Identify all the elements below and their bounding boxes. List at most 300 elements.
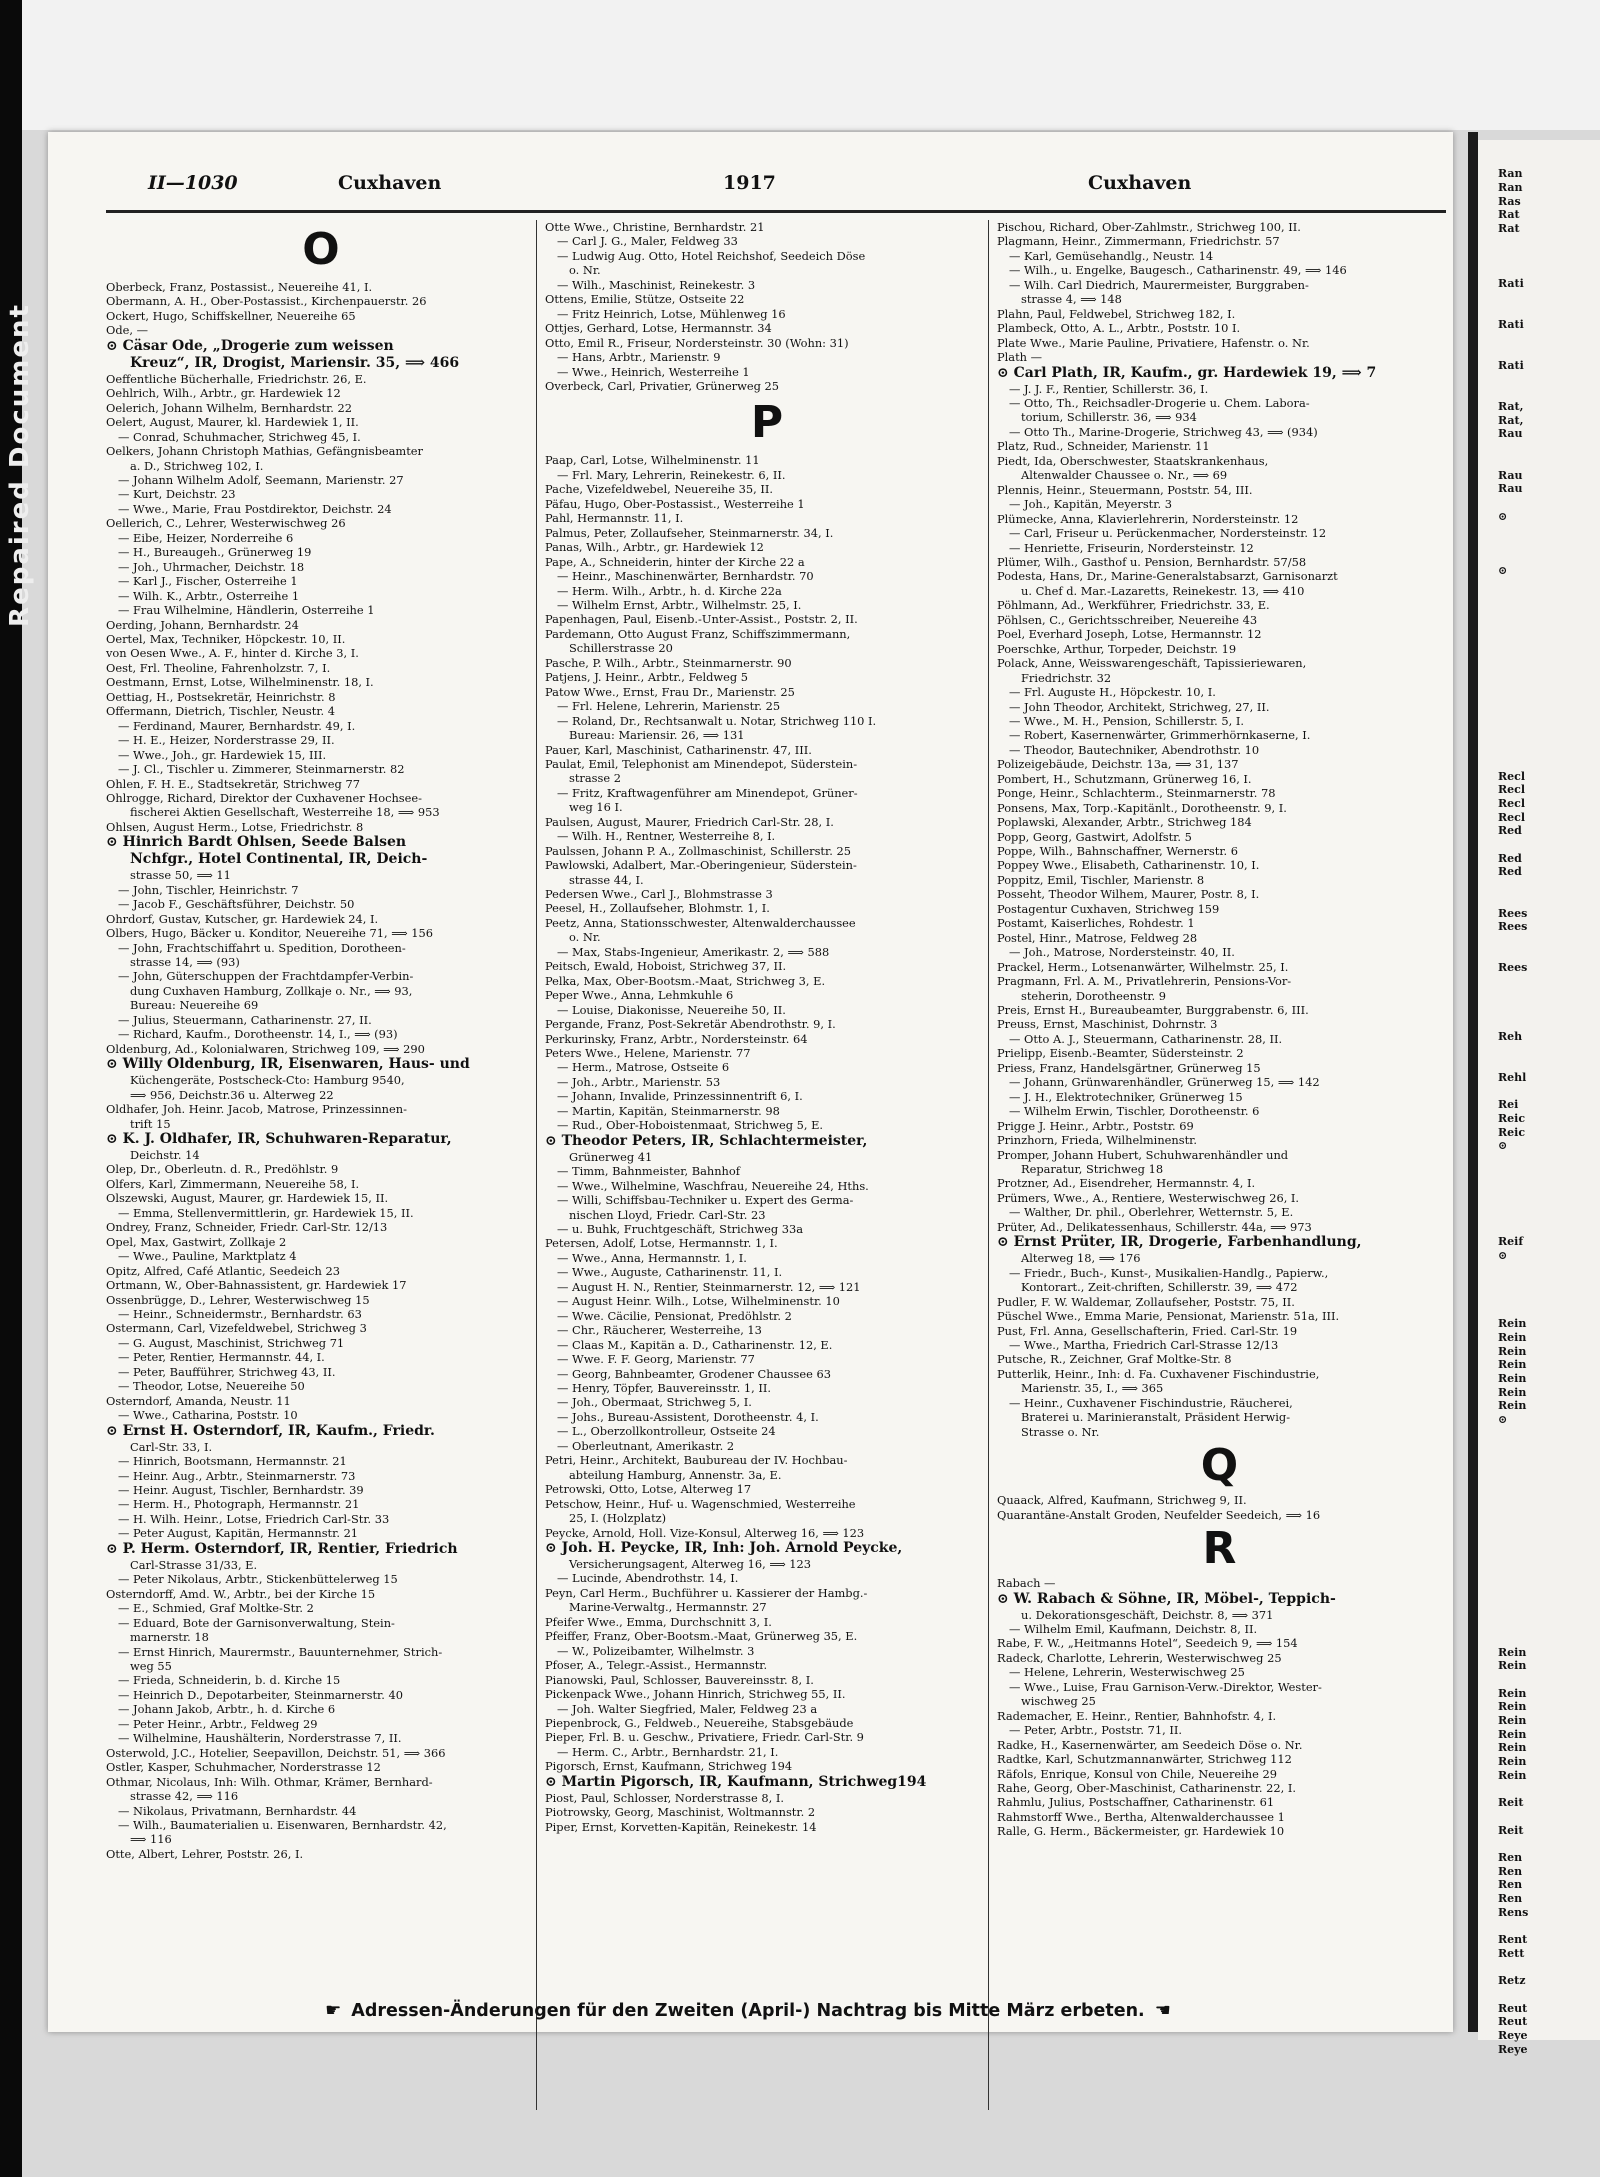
directory-entry: Bureau: Neuereihe 69	[130, 998, 259, 1013]
directory-entry: — Herm. Wilh., Arbtr., h. d. Kirche 22a	[557, 583, 782, 598]
directory-entry: Ohlsen, August Herm., Lotse, Friedrichstr. 8	[106, 819, 364, 834]
directory-entry: — L., Oberzollkontrolleur, Ostseite 24	[557, 1424, 776, 1439]
directory-entry: — Frieda, Schneiderin, b. d. Kirche 15	[118, 1673, 341, 1688]
directory-entry: Paap, Carl, Lotse, Wilhelminenstr. 11	[545, 453, 760, 468]
adjacent-page-fragment	[1478, 605, 1600, 619]
directory-entry: Pickenpack Wwe., Johann Hinrich, Strichweg 55, II.	[545, 1687, 846, 1702]
directory-entry: Paulssen, Johann P. A., Zollmaschinist, Schillerstr. 25	[545, 843, 851, 858]
directory-entry: Polack, Anne, Weisswarengeschäft, Tapissieriewaren,	[997, 656, 1307, 671]
adjacent-page-fragment	[1478, 1262, 1600, 1276]
adjacent-page-fragment: Rein	[1498, 1344, 1527, 1358]
directory-entry: Othmar, Nicolaus, Inh: Wilh. Othmar, Krämer, Bernhard-	[106, 1774, 433, 1789]
directory-entry: Putsche, R., Zeichner, Graf Moltke-Str. 8	[997, 1352, 1232, 1367]
directory-entry: Peesel, H., Zollaufseher, Blohmstr. 1, I.	[545, 901, 770, 916]
directory-entry: — Heinr., Maschinenwärter, Bernhardstr. 70	[557, 569, 814, 584]
adjacent-page-fragment	[1478, 1153, 1600, 1167]
directory-entry: Pragmann, Frl. A. M., Privatlehrerin, Pensions-Vor-	[997, 974, 1292, 989]
adjacent-page-fragment: Reit	[1498, 1823, 1524, 1837]
adjacent-page-fragment	[1478, 291, 1600, 305]
directory-entry: Ohlen, F. H. E., Stadtsekretär, Strichweg 77	[106, 776, 360, 791]
directory-entry: Ostermann, Carl, Vizefeldwebel, Strichweg 3	[106, 1321, 367, 1336]
adjacent-page-fragment: Rau	[1498, 427, 1523, 441]
directory-entry: wischweg 25	[1021, 1694, 1096, 1709]
adjacent-page-fragment	[1478, 1167, 1600, 1181]
advert-entry: Kreuz“, IR, Drogist, Mariensir. 35, ⟹ 466	[130, 354, 460, 371]
adjacent-page-fragment: Rati	[1498, 359, 1524, 372]
directory-entry: Peper Wwe., Anna, Lehmkuhle 6	[545, 988, 734, 1003]
adjacent-page-fragment: Recl	[1498, 810, 1526, 824]
directory-entry: — Wwe., Pauline, Marktplatz 4	[118, 1249, 297, 1264]
directory-entry: — Karl J., Fischer, Osterreihe 1	[118, 574, 298, 589]
directory-entry: Peyn, Carl Herm., Buchführer u. Kassierer der Hambg.-	[545, 1585, 868, 1600]
directory-entry: — Frl. Auguste H., Höpckestr. 10, I.	[1009, 685, 1216, 700]
directory-entry: — Herm. C., Arbtr., Bernhardstr. 21, I.	[557, 1744, 779, 1759]
directory-entry: — Helene, Lehrerin, Westerwischweg 25	[1009, 1665, 1245, 1680]
directory-entry: Pieper, Frl. B. u. Geschw., Privatiere, Friedr. Carl-Str. 9	[545, 1730, 864, 1745]
directory-entry: Quarantäne-Anstalt Groden, Neufelder Seedeich, ⟹ 16	[997, 1507, 1321, 1522]
adjacent-page-fragment	[1478, 1837, 1600, 1851]
adjacent-page-fragment: Rat	[1498, 208, 1520, 222]
advert-entry: ⊙ Cäsar Ode, „Drogerie zum weissen	[106, 337, 394, 354]
directory-entry: ⟹ 956, Deichstr.36 u. Alterweg 22	[130, 1087, 334, 1102]
adjacent-page-fragment: Rein	[1498, 1686, 1527, 1700]
directory-entry: Piedt, Ida, Oberschwester, Staatskrankenhaus,	[997, 453, 1269, 468]
directory-entry: — Wilh. K., Arbtr., Osterreihe 1	[118, 588, 300, 603]
directory-entry: Rabach —	[997, 1576, 1056, 1591]
directory-entry: — Wwe., Auguste, Catharinenstr. 11, I.	[557, 1265, 783, 1280]
directory-entry: Ponge, Heinr., Schlachterm., Steinmarnerstr. 78	[997, 786, 1276, 801]
directory-entry: — Joh., Matrose, Nordersteinstr. 40, II.	[1009, 945, 1235, 960]
directory-entry: Oest, Frl. Theoline, Fahrenholzstr. 7, I.	[106, 660, 331, 675]
directory-entry: Carl-Str. 33, I.	[130, 1439, 213, 1454]
directory-entry: — Johann, Grünwarenhändler, Grünerweg 15, ⟹ 142	[1009, 1075, 1320, 1090]
directory-entry: — Wilh., Baumaterialien u. Eisenwaren, Bernhardstr. 42,	[118, 1817, 447, 1832]
directory-entry: — Peter Nikolaus, Arbtr., Stickenbüttelerweg 15	[118, 1572, 398, 1587]
directory-entry: Osterndorf, Amanda, Neustr. 11	[106, 1393, 291, 1408]
directory-entry: strasse 44, I.	[569, 872, 644, 887]
adjacent-page-fragment: Reh	[1498, 1029, 1523, 1043]
adjacent-page-fragment	[1478, 1194, 1600, 1208]
directory-entry: Rahmlu, Julius, Postschaffner, Catharinenstr. 61	[997, 1795, 1275, 1810]
directory-entry: Pfoser, A., Telegr.-Assist., Hermannstr.	[545, 1658, 768, 1673]
directory-entry: Pust, Frl. Anna, Gesellschafterin, Fried. Carl-Str. 19	[997, 1323, 1298, 1338]
page-header	[128, 172, 1398, 202]
directory-entry: — Joh., Arbtr., Marienstr. 53	[557, 1074, 721, 1089]
directory-entry: — Peter Heinr., Arbtr., Feldweg 29	[118, 1716, 318, 1731]
directory-entry: Ode, —	[106, 323, 149, 338]
directory-entry: Paulsen, August, Maurer, Friedrich Carl-Str. 28, I.	[545, 814, 834, 829]
adjacent-page-fragment	[1478, 263, 1600, 277]
directory-entry: steherin, Dorotheenstr. 9	[1021, 988, 1167, 1003]
directory-entry: — Frau Wilhelmine, Händlerin, Osterreihe 1	[118, 603, 375, 618]
directory-entry: Preuss, Ernst, Maschinist, Dohrnstr. 3	[997, 1017, 1218, 1032]
directory-entry: Ondrey, Franz, Schneider, Friedr. Carl-Str. 12/13	[106, 1220, 388, 1235]
directory-entry: Schillerstrasse 20	[569, 641, 673, 656]
adjacent-page-fragment	[1478, 701, 1600, 715]
directory-entry: Plath —	[997, 350, 1043, 365]
directory-entry: Obermann, A. H., Ober-Postassist., Kirchenpauerstr. 26	[106, 294, 427, 309]
directory-entry: — Wwe., Marie, Frau Postdirektor, Deichstr. 24	[118, 501, 392, 516]
directory-entry: — E., Schmied, Graf Moltke-Str. 2	[118, 1601, 314, 1616]
directory-entry: — Richard, Kaufm., Dorotheenstr. 14, I., ⟹ (93)	[118, 1027, 398, 1042]
directory-entry: — J. Cl., Tischler u. Zimmerer, Steinmarnerstr. 82	[118, 762, 405, 777]
adjacent-page-fragment: Red	[1498, 865, 1522, 879]
adjacent-page-fragment: Rens	[1498, 1905, 1529, 1919]
adjacent-page-fragment	[1478, 619, 1600, 633]
directory-entry: — Johann, Invalide, Prinzessinnentrift 6, I.	[557, 1089, 803, 1104]
directory-entry: Pawlowski, Adalbert, Mar.-Oberingenieur, Süderstein-	[545, 858, 857, 873]
directory-entry: Olszewski, August, Maurer, gr. Hardewiek 15, II.	[106, 1191, 389, 1206]
directory-entry: Ohrdorf, Gustav, Kutscher, gr. Hardewiek 24, I.	[106, 911, 379, 926]
directory-entry: — Eduard, Bote der Garnisonverwaltung, Stein-	[118, 1615, 395, 1630]
directory-page	[48, 132, 1453, 2032]
adjacent-page-fragment	[1478, 1440, 1600, 1454]
adjacent-page-fragment	[1478, 879, 1600, 893]
directory-entry: Bureau: Mariensir. 26, ⟹ 131	[569, 728, 745, 743]
directory-entry: — Wwe., Wilhelmine, Waschfrau, Neuereihe 24, Hths.	[557, 1178, 869, 1193]
adjacent-page-fragment: Recl	[1498, 797, 1526, 810]
directory-entry: Olep, Dr., Oberleutn. d. R., Predöhlstr. 9	[106, 1162, 339, 1177]
directory-entry: Pfeiffer, Franz, Ober-Bootsm.-Maat, Grünerweg 35, E.	[545, 1629, 858, 1644]
adjacent-page-fragment	[1478, 1084, 1600, 1098]
directory-entry: Oeffentliche Bücherhalle, Friedrichstr. 26, E.	[106, 371, 367, 386]
adjacent-page-fragment: Rat	[1498, 222, 1520, 236]
adjacent-page-fragment	[1478, 551, 1600, 565]
directory-entry: — Eibe, Heizer, Norderreihe 6	[118, 530, 294, 545]
directory-entry: Carl-Strasse 31/33, E.	[130, 1557, 258, 1572]
adjacent-page-fragment	[1478, 1960, 1600, 1974]
directory-entry: Püschel Wwe., Emma Marie, Pensionat, Marienstr. 51a, III.	[997, 1309, 1340, 1324]
adjacent-page-fragment	[1478, 1564, 1600, 1578]
adjacent-page-fragment	[1478, 1454, 1600, 1468]
directory-entry: Pombert, H., Schutzmann, Grünerweg 16, I.	[997, 771, 1252, 786]
directory-entry: Petri, Heinr., Architekt, Baubureau der IV. Hochbau-	[545, 1453, 848, 1468]
directory-entry: Posseht, Theodor Wilhem, Maurer, Postr. 8, I.	[997, 887, 1260, 902]
directory-entry: — John Theodor, Architekt, Strichweg, 27, II.	[1009, 699, 1270, 714]
directory-entry: — Timm, Bahnmeister, Bahnhof	[557, 1164, 740, 1179]
directory-entry: — Wilhelmine, Haushälterin, Norderstrasse 7, II.	[118, 1731, 402, 1746]
adjacent-page-fragment	[1478, 250, 1600, 264]
directory-entry: weg 55	[130, 1658, 172, 1673]
directory-entry: Petersen, Adolf, Lotse, Hermannstr. 1, I.	[545, 1236, 778, 1251]
directory-entry: strasse 4, ⟹ 148	[1021, 292, 1122, 307]
adjacent-page-fragment	[1478, 1550, 1600, 1564]
adjacent-page-fragment	[1478, 1919, 1600, 1933]
advert-entry: ⊙ Ernst Prüter, IR, Drogerie, Farbenhandlung,	[997, 1234, 1362, 1251]
directory-entry: Postamt, Kaiserliches, Rohdestr. 1	[997, 916, 1195, 931]
column-left	[106, 220, 536, 1861]
directory-entry: Radtke, Karl, Schutzmannanwärter, Strichweg 112	[997, 1752, 1292, 1767]
directory-entry: Olbers, Hugo, Bäcker u. Konditor, Neuereihe 71, ⟹ 156	[106, 926, 433, 941]
directory-entry: — Conrad, Schuhmacher, Strichweg 45, I.	[118, 429, 361, 444]
directory-entry: — Nikolaus, Privatmann, Bernhardstr. 44	[118, 1803, 357, 1818]
directory-entry: Oelerich, Johann Wilhelm, Bernhardstr. 22	[106, 400, 353, 415]
adjacent-page-fragment: Ren	[1498, 1850, 1523, 1864]
directory-entry: — Wilh. Carl Diedrich, Maurermeister, Burggraben-	[1009, 277, 1309, 292]
directory-entry: — H. Wilh. Heinr., Lotse, Friedrich Carl-Str. 33	[118, 1511, 390, 1526]
adjacent-page-fragment	[1478, 1632, 1600, 1646]
adjacent-page-fragment	[1478, 537, 1600, 551]
directory-entry: Polizeigebäude, Deichstr. 13a, ⟹ 31, 137	[997, 757, 1239, 772]
directory-entry: Pardemann, Otto August Franz, Schiffszimmermann,	[545, 626, 851, 641]
directory-entry: Poel, Everhard Joseph, Lotse, Hermannstr. 12	[997, 627, 1262, 642]
adjacent-page-fragment: Rein	[1498, 1385, 1527, 1399]
directory-entry: — Julius, Steuermann, Catharinenstr. 27, II.	[118, 1012, 372, 1027]
directory-entry: — Carl, Friseur u. Perückenmacher, Nordersteinstr. 12	[1009, 526, 1327, 541]
adjacent-page-fragment	[1478, 1016, 1600, 1030]
page-gutter	[1468, 132, 1478, 2032]
directory-entry: Perkurinsky, Franz, Arbtr., Nordersteinstr. 64	[545, 1031, 808, 1046]
adjacent-page-fragment: Rein	[1498, 1330, 1527, 1344]
adjacent-page-fragment	[1478, 1673, 1600, 1687]
directory-entry: Rabe, F. W., „Heitmanns Hotel“, Seedeich 9, ⟹ 154	[997, 1636, 1298, 1651]
directory-entry: Plambeck, Otto, A. L., Arbtr., Poststr. 10 I.	[997, 321, 1241, 336]
directory-entry: Pelka, Max, Ober-Bootsm.-Maat, Strichweg 3, E.	[545, 973, 826, 988]
directory-entry: Piotrowsky, Georg, Maschinist, Woltmannstr. 2	[545, 1805, 816, 1820]
adjacent-page-fragment: Reic	[1498, 1125, 1526, 1139]
directory-entry: — Robert, Kasernenwärter, Grimmerhörnkaserne, I.	[1009, 728, 1311, 743]
advert-entry: ⊙ Ernst H. Osterndorf, IR, Kaufm., Friedr.	[106, 1422, 435, 1439]
directory-entry: Pöhlsen, C., Gerichtsschreiber, Neuereihe 43	[997, 612, 1258, 627]
adjacent-page-fragment: Rati	[1498, 276, 1524, 290]
directory-entry: — Max, Stabs-Ingenieur, Amerikastr. 2, ⟹ 588	[557, 944, 830, 959]
directory-entry: fischerei Aktien Gesellschaft, Westerreihe 18, ⟹ 953	[130, 805, 440, 820]
adjacent-page-fragment	[1478, 893, 1600, 907]
adjacent-page-fragment	[1478, 345, 1600, 359]
adjacent-page-fragment	[1478, 1002, 1600, 1016]
directory-entry: Prigge J. Heinr., Arbtr., Poststr. 69	[997, 1118, 1194, 1133]
adjacent-page-fragment: Reic	[1498, 1111, 1526, 1125]
adjacent-page-fragment	[1478, 989, 1600, 1003]
column-right	[988, 220, 1442, 2110]
advert-entry: ⊙ Joh. H. Peycke, IR, Inh: Joh. Arnold Peycke,	[545, 1539, 903, 1556]
adjacent-page-fragment: Rehl	[1498, 1070, 1527, 1084]
directory-entry: — Heinrich D., Depotarbeiter, Steinmarnerstr. 40	[118, 1687, 403, 1702]
adjacent-page-fragment	[1478, 948, 1600, 962]
adjacent-page-fragment	[1478, 578, 1600, 592]
directory-entry: Pianowski, Paul, Schlosser, Bauvereinsstr. 8, I.	[545, 1672, 814, 1687]
directory-entry: Pasche, P. Wilh., Arbtr., Steinmarnerstr. 90	[545, 655, 792, 670]
directory-entry: — H., Bureaugeh., Grünerweg 19	[118, 545, 312, 560]
advert-entry: Nchfgr., Hotel Continental, IR, Deich-	[130, 851, 428, 868]
directory-entry: Oehlrich, Wilh., Arbtr., gr. Hardewiek 12	[106, 386, 341, 401]
directory-entry: — Heinr. August, Tischler, Bernhardstr. 39	[118, 1482, 364, 1497]
directory-entry: — Otto Th., Marine-Drogerie, Strichweg 43, ⟹ (934)	[1009, 424, 1318, 439]
directory-entry: Oestmann, Ernst, Lotse, Wilhelminenstr. 18, I.	[106, 675, 374, 690]
directory-entry: — Oberleutnant, Amerikastr. 2	[557, 1438, 735, 1453]
directory-entry: Osterwold, J.C., Hotelier, Seepavillon, Deichstr. 51, ⟹ 366	[106, 1745, 446, 1760]
adjacent-page-fragment: Retz	[1498, 1974, 1526, 1988]
directory-entry: Protzner, Ad., Eisendreher, Hermannstr. 4, I.	[997, 1176, 1256, 1191]
directory-entry: Ohlrogge, Richard, Direktor der Cuxhavener Hochsee-	[106, 790, 422, 805]
adjacent-page-fragment	[1478, 1988, 1600, 2002]
section-letter: Q	[1200, 1440, 1239, 1492]
directory-entry: Offermann, Dietrich, Tischler, Neustr. 4	[106, 704, 336, 719]
directory-entry: — Karl, Gemüsehandlg., Neustr. 14	[1009, 248, 1214, 263]
adjacent-page-fragment: Ren	[1498, 1878, 1523, 1892]
directory-entry: — Lucinde, Abendrothstr. 14, I.	[557, 1571, 739, 1586]
adjacent-page-fragment	[1478, 729, 1600, 743]
adjacent-page-fragment: Ran	[1498, 181, 1523, 195]
directory-entry: strasse 42, ⟹ 116	[130, 1789, 239, 1804]
directory-entry: Pauer, Karl, Maschinist, Catharinenstr. 47, III.	[545, 742, 812, 757]
adjacent-page-fragment	[1478, 1221, 1600, 1235]
directory-entry: — Joh., Uhrmacher, Deichstr. 18	[118, 559, 305, 574]
adjacent-page-fragment: Reut	[1498, 2015, 1528, 2029]
directory-entry: marnerstr. 18	[130, 1630, 209, 1645]
directory-entry: Pahl, Hermannstr. 11, I.	[545, 511, 684, 526]
adjacent-page-fragment	[1478, 674, 1600, 688]
directory-entry: — Herm., Matrose, Ostseite 6	[557, 1060, 730, 1075]
directory-entry: Prackel, Herm., Lotsenanwärter, Wilhelmstr. 25, I.	[997, 959, 1289, 974]
directory-entry: — Friedr., Buch-, Kunst-, Musikalien-Handlg., Papierw.,	[1009, 1265, 1329, 1280]
directory-entry: — Willi, Schiffsbau-Techniker u. Expert des Germa-	[557, 1193, 854, 1208]
scan-background	[22, 0, 1600, 130]
directory-entry: — Hans, Arbtr., Marienstr. 9	[557, 350, 721, 365]
directory-entry: Plate Wwe., Marie Pauline, Privatiere, Hafenstr. o. Nr.	[997, 335, 1310, 350]
directory-entry: strasse 14, ⟹ (93)	[130, 955, 240, 970]
section-letter: O	[302, 224, 340, 275]
directory-entry: Poplawski, Alexander, Arbtr., Strichweg 184	[997, 815, 1252, 830]
header-city-right: Cuxhaven	[1088, 172, 1192, 194]
adjacent-page-fragment	[1478, 1522, 1600, 1536]
directory-entry: Quaack, Alfred, Kaufmann, Strichweg 9, II.	[997, 1493, 1247, 1508]
directory-entry: Oldhafer, Joh. Heinr. Jacob, Matrose, Prinzessinnen-	[106, 1102, 407, 1117]
adjacent-page-fragment	[1478, 1605, 1600, 1619]
directory-entry: strasse 50, ⟹ 11	[130, 868, 231, 883]
directory-entry: Pedersen Wwe., Carl J., Blohmstrasse 3	[545, 887, 773, 902]
directory-entry: — Emma, Stellenvermittlerin, gr. Hardewiek 15, II.	[118, 1205, 414, 1220]
directory-entry: — Carl J. G., Maler, Feldweg 33	[557, 234, 738, 249]
footer-notice	[198, 2000, 1298, 2021]
directory-entry: — J. H., Elektrotechniker, Grünerweg 15	[1009, 1089, 1243, 1104]
adjacent-page-strip	[1478, 140, 1600, 2056]
directory-entry: — Fritz Heinrich, Lotse, Mühlenweg 16	[557, 306, 786, 321]
directory-entry: Patjens, J. Heinr., Arbtr., Feldweg 5	[545, 670, 749, 685]
directory-entry: Peters Wwe., Helene, Marienstr. 77	[545, 1046, 751, 1061]
directory-entry: Rademacher, E. Heinr., Rentier, Bahnhofstr. 4, I.	[997, 1708, 1277, 1723]
header-city-left: Cuxhaven	[338, 172, 442, 194]
adjacent-page-fragment	[1478, 236, 1600, 250]
directory-entry: — Wwe. F. F. Georg, Marienstr. 77	[557, 1352, 755, 1367]
directory-entry: — Johann Wilhelm Adolf, Seemann, Marienstr. 27	[118, 472, 404, 487]
directory-entry: Ottjes, Gerhard, Lotse, Hermannstr. 34	[545, 321, 772, 336]
adjacent-page-fragment: Rat,	[1498, 400, 1524, 414]
directory-entry: — Wilh., u. Engelke, Baugesch., Catharinenstr. 49, ⟹ 146	[1009, 263, 1347, 278]
directory-entry: Otto, Emil R., Friseur, Nordersteinstr. 30 (Wohn: 31)	[545, 335, 849, 350]
directory-entry: Oertel, Max, Techniker, Höpckestr. 10, II.	[106, 631, 346, 646]
directory-entry: Osterndorff, Amd. W., Arbtr., bei der Kirche 15	[106, 1586, 376, 1601]
directory-entry: — Roland, Dr., Rechtsanwalt u. Notar, Strichweg 110 I.	[557, 713, 877, 728]
directory-entry: Versicherungsagent, Alterweg 16, ⟹ 123	[569, 1556, 812, 1571]
directory-entry: Opitz, Alfred, Café Atlantic, Seedeich 23	[106, 1263, 340, 1278]
adjacent-page-fragment: ⊙	[1498, 1248, 1508, 1262]
directory-entry: — Frl. Mary, Lehrerin, Reinekestr. 6, II.	[557, 467, 786, 482]
directory-entry: Pache, Vizefeldwebel, Neuereihe 35, II.	[545, 482, 774, 497]
adjacent-page-fragment: Rein	[1498, 1358, 1527, 1372]
directory-entry: — Johann Jakob, Arbtr., h. d. Kirche 6	[118, 1702, 336, 1717]
directory-entry: Piepenbrock, G., Feldweb., Neuereihe, Stabsgebäude	[545, 1715, 854, 1730]
adjacent-page-fragment: Reye	[1498, 2042, 1528, 2056]
directory-entry: — Wwe., Heinrich, Westerreihe 1	[557, 364, 750, 379]
directory-entry: Peitsch, Ewald, Hoboist, Strichweg 37, II.	[545, 959, 787, 974]
directory-entry: Deichstr. 14	[130, 1148, 200, 1163]
directory-entry: Plümer, Wilh., Gasthof u. Pension, Bernhardstr. 57/58	[997, 554, 1307, 569]
adjacent-page-fragment: Red	[1498, 824, 1522, 838]
directory-entry: — Johs., Bureau-Assistent, Dorotheenstr. 4, I.	[557, 1409, 819, 1424]
adjacent-page-fragment: Reut	[1498, 2001, 1528, 2015]
directory-entry: Opel, Max, Gastwirt, Zollkaje 2	[106, 1234, 287, 1249]
directory-entry: torium, Schillerstr. 36, ⟹ 934	[1021, 410, 1197, 425]
directory-entry: nischen Lloyd, Friedr. Carl-Str. 23	[569, 1207, 766, 1222]
directory-entry: — Wilhelm Emil, Kaufmann, Deichstr. 8, II.	[1009, 1621, 1258, 1636]
adjacent-page-fragment	[1478, 688, 1600, 702]
directory-entry: — Chr., Räucherer, Westerreihe, 13	[557, 1323, 762, 1338]
directory-entry: Promper, Johann Hubert, Schuhwarenhändler und	[997, 1147, 1289, 1162]
directory-entry: Putterlik, Heinr., Inh: d. Fa. Cuxhavener Fischindustrie,	[997, 1366, 1320, 1381]
directory-entry: Olfers, Karl, Zimmermann, Neuereihe 58, I.	[106, 1176, 360, 1191]
adjacent-page-fragment	[1478, 140, 1600, 154]
spine-label: Repaired Document	[5, 303, 35, 627]
section-letter: P	[750, 397, 784, 449]
directory-entry: Ponsens, Max, Torp.-Kapitänlt., Dorotheenstr. 9, I.	[997, 800, 1287, 815]
directory-entry: — John, Tischler, Heinrichstr. 7	[118, 882, 299, 897]
directory-entry: Poppey Wwe., Elisabeth, Catharinenstr. 10, I.	[997, 858, 1260, 873]
directory-entry: Plümecke, Anna, Klavierlehrerin, Nordersteinstr. 12	[997, 511, 1299, 526]
directory-entry: — Ernst Hinrich, Maurermstr., Bauunternehmer, Strich-	[118, 1644, 443, 1659]
directory-entry: Pöhlmann, Ad., Werkführer, Friedrichstr. 33, E.	[997, 598, 1270, 613]
directory-entry: trift 15	[130, 1116, 171, 1131]
adjacent-page-fragment: Rein	[1498, 1727, 1527, 1741]
adjacent-page-fragment	[1478, 756, 1600, 770]
adjacent-page-fragment: Reif	[1498, 1235, 1524, 1248]
directory-entry: — Peter, Baufführer, Strichweg 43, II.	[118, 1364, 336, 1379]
directory-entry: — Peter August, Kapitän, Hermannstr. 21	[118, 1526, 359, 1541]
directory-entry: Piper, Ernst, Korvetten-Kapitän, Reinekestr. 14	[545, 1819, 817, 1834]
directory-entry: Panas, Wilh., Arbtr., gr. Hardewiek 12	[545, 540, 764, 555]
directory-entry: — Ferdinand, Maurer, Bernhardstr. 49, I.	[118, 718, 356, 733]
adjacent-page-fragment	[1478, 1536, 1600, 1550]
adjacent-page-fragment	[1478, 1481, 1600, 1495]
directory-entry: Piost, Paul, Schlosser, Norderstrasse 8, I.	[545, 1790, 784, 1805]
directory-entry: o. Nr.	[569, 930, 601, 945]
adjacent-page-fragment: Rein	[1498, 1399, 1527, 1413]
directory-entry: — Louise, Diakonisse, Neuereihe 50, II.	[557, 1002, 786, 1017]
adjacent-page-fragment	[1478, 1057, 1600, 1071]
adjacent-page-fragment: Red	[1498, 851, 1522, 865]
adjacent-page-fragment	[1478, 154, 1600, 168]
adjacent-page-fragment: Rein	[1498, 1768, 1527, 1782]
adjacent-page-fragment: Rees	[1498, 920, 1528, 934]
directory-entry: — Theodor, Lotse, Neuereihe 50	[118, 1379, 305, 1394]
directory-entry: Prinzhorn, Frieda, Wilhelminenstr.	[997, 1133, 1197, 1148]
advert-entry: ⊙ Martin Pigorsch, IR, Kaufmann, Strichweg194	[545, 1773, 927, 1790]
directory-entry: Poppe, Wilh., Bahnschaffner, Wernerstr. 6	[997, 844, 1238, 859]
adjacent-page-fragment: Rei	[1498, 1098, 1519, 1112]
directory-entry: Postagentur Cuxhaven, Strichweg 159	[997, 901, 1220, 916]
directory-entry: Prümers, Wwe., A., Rentiere, Westerwischweg 26, I.	[997, 1190, 1300, 1205]
adjacent-page-fragment	[1478, 934, 1600, 948]
directory-entry: — Peter, Arbtr., Poststr. 71, II.	[1009, 1723, 1182, 1738]
directory-entry: — Wwe., Joh., gr. Hardewiek 15, III.	[118, 747, 327, 762]
adjacent-page-fragment	[1478, 633, 1600, 647]
directory-entry: — Wwe., Catharina, Poststr. 10	[118, 1408, 298, 1423]
directory-entry: — Frl. Helene, Lehrerin, Marienstr. 25	[557, 699, 781, 714]
directory-entry: Pfeifer Wwe., Emma, Durchschnitt 3, I.	[545, 1614, 772, 1629]
directory-entry: Räfols, Enrique, Konsul von Chile, Neuereihe 29	[997, 1766, 1277, 1781]
adjacent-page-fragment: Rau	[1498, 482, 1523, 496]
directory-entry: — J. J. F., Rentier, Schillerstr. 36, I.	[1009, 381, 1209, 396]
